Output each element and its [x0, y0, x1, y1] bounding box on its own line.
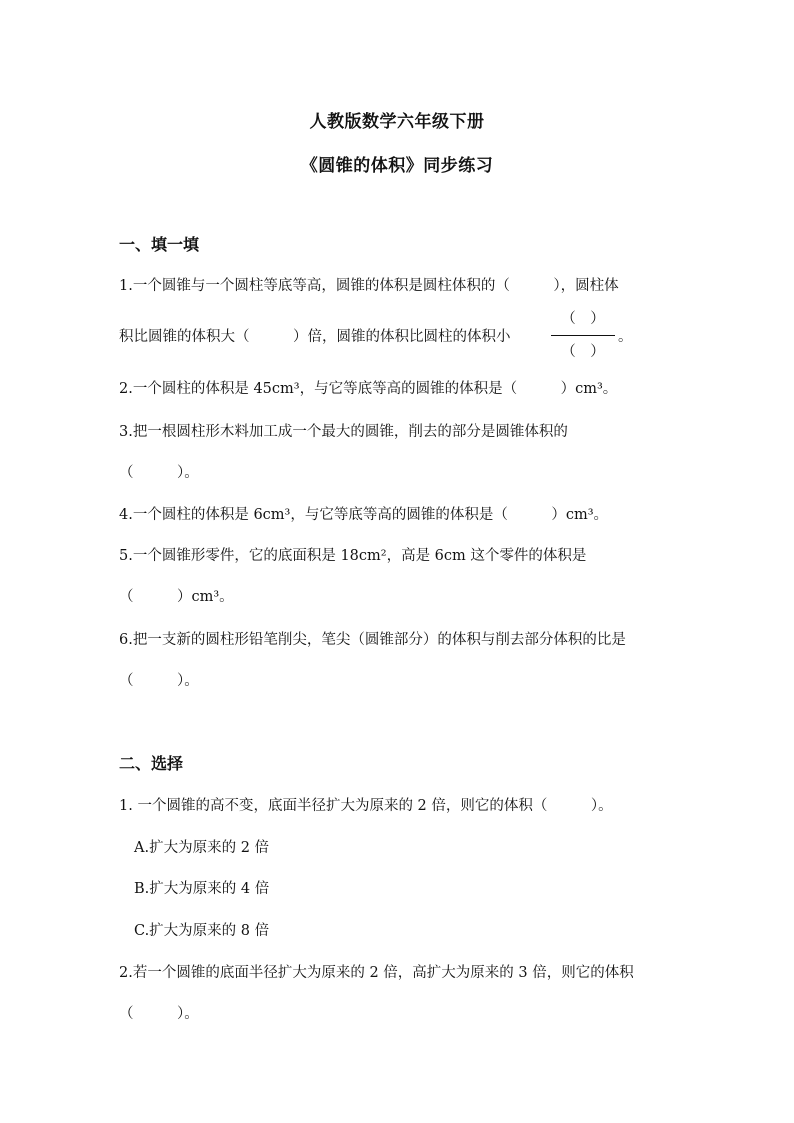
question-2: 2.一个圆柱的体积是 45cm³，与它等底等高的圆锥的体积是（ ）cm³。	[119, 381, 618, 397]
choice-option-c: C.扩大为原来的 8 倍	[134, 923, 270, 939]
choice-option-a: A.扩大为原来的 2 倍	[134, 840, 270, 856]
choice-option-b: B.扩大为原来的 4 倍	[134, 881, 270, 897]
question-5-line-1: 5.一个圆锥形零件，它的底面积是 18cm²，高是 6cm 这个零件的体积是	[119, 548, 587, 564]
fraction-denominator-blank: （ ）	[561, 344, 605, 360]
fraction-blank	[551, 307, 615, 363]
choice-question-1: 1. 一个圆锥的高不变，底面半径扩大为原来的 2 倍，则它的体积（ ）。	[119, 798, 613, 814]
question-6-line-2: （ ）。	[119, 673, 199, 689]
choice-question-2-line-2: （ ）。	[119, 1006, 199, 1022]
document-title: 人教版数学六年级下册	[309, 112, 485, 132]
question-5-line-2: （ ）cm³。	[119, 589, 234, 605]
fraction-bar	[551, 335, 615, 336]
question-6-line-1: 6.把一支新的圆柱形铅笔削尖，笔尖（圆锥部分）的体积与削去部分体积的比是	[119, 632, 626, 648]
question-3-line-2: （ ）。	[119, 465, 199, 481]
question-3-line-1: 3.把一根圆柱形木料加工成一个最大的圆锥，削去的部分是圆锥体积的	[119, 424, 568, 440]
question-1-end-mark: 。	[618, 329, 633, 345]
document-subtitle: 《圆锥的体积》同步练习	[300, 156, 494, 176]
fraction-numerator-blank: （ ）	[561, 311, 605, 327]
question-1-line-1: 1.一个圆锥与一个圆柱等底等高，圆锥的体积是圆柱体积的（ ），圆柱体	[119, 278, 619, 294]
question-4: 4.一个圆柱的体积是 6cm³，与它等底等高的圆锥的体积是（ ）cm³。	[119, 507, 609, 523]
section-heading-multiple-choice: 二、选择	[119, 754, 184, 773]
question-1-line-2: 积比圆锥的体积大（ ）倍，圆锥的体积比圆柱的体积小	[119, 329, 511, 345]
choice-question-2-line-1: 2.若一个圆锥的底面半径扩大为原来的 2 倍，高扩大为原来的 3 倍，则它的体积	[119, 965, 634, 981]
section-heading-fill-in: 一、填一填	[119, 235, 200, 254]
